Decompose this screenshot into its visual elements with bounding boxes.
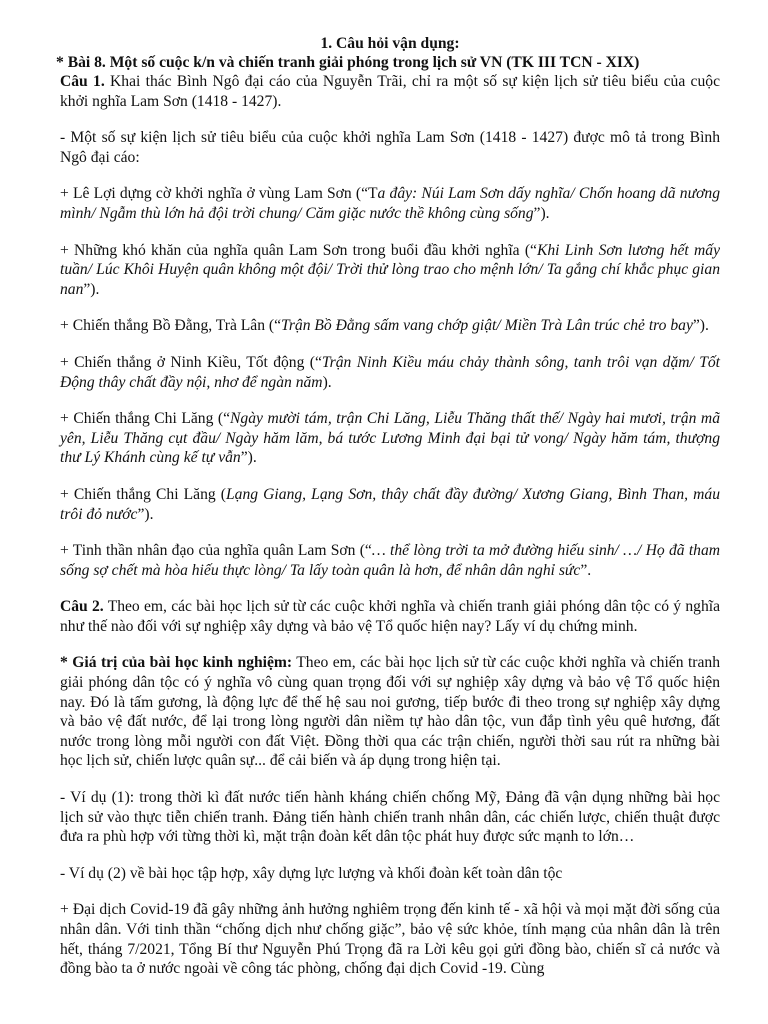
question-2-label: Câu 2. bbox=[60, 598, 104, 616]
example-1: - Ví dụ (1): trong thời kì đất nước tiến hành kháng chiến chống Mỹ, Đảng đã vận dụng những bài học lịch sử vào thực tiễn chiến tranh. Đảng tiến hành chiến tranh nhân dân, các chiến lược, chiến thuật được đưa ra phù hợp với từng thời kì, mặt trận đoàn kết dân tộc phát huy được sức mạnh to lớn… bbox=[60, 789, 720, 846]
event-item: + Chiến thắng Chi Lăng (“Ngày mười tám, trận Chi Lăng, Liễu Thăng thất thế/ Ngày hai mươi, trận mã yên, Liễu Thăng cụt đầu/ Ngày hăm lăm, bá tước Lương Minh đại bại tử vong/ Ngày hăm tám, thượng thư Lý Khánh cùng kế tự vẫn”). bbox=[60, 410, 720, 467]
event-item: + Tinh thần nhân đạo của nghĩa quân Lam Sơn (“… thể lòng trời ta mở đường hiếu sinh/ …/ Họ đã tham sống sợ chết mà hòa hiếu thực lòng/ Ta lấy toàn quân là hơn, để nhân dân nghỉ sức”. bbox=[60, 542, 721, 579]
value-text: Theo em, các bài học lịch sử từ các cuộc khởi nghĩa và chiến tranh giải phóng dân tộc có ý nghĩa vô cùng quan trọng đối với sự nghiệp xây dựng và bảo vệ Tổ quốc hiện nay. Đó là tấm gương, là động lực để thế hệ sau noi gương, tiếp bước đi theo trong sự nghiệp xây dựng và bảo vệ đất nước, để lại trong lòng người dân niềm tự hào dân tộc, vun đắp tình yêu quê hương, đất nước trong lòng mỗi người con đất Việt. Đồng thời qua các trận chiến, người thời sau rút ra những bài học lịch sử, chiến lược quân sự... để cải biến và áp dụng trong hiện tại. bbox=[60, 654, 720, 770]
question-1-label: Câu 1. bbox=[60, 73, 105, 90]
question-1 bbox=[60, 72, 720, 111]
event-item: + Những khó khăn của nghĩa quân Lam Sơn trong buổi đầu khởi nghĩa (“Khi Linh Sơn lương hết mấy tuần/ Lúc Khôi Huyện quân không một đội/ Trời thử lòng trao cho mệnh lớn/ Ta gắng chí khắc phục gian nan”). bbox=[60, 241, 720, 298]
section-heading: 1. Câu hỏi vận dụng: bbox=[320, 35, 460, 52]
event-item: + Chiến thắng ở Ninh Kiều, Tốt động (“Trận Ninh Kiều máu chảy thành sông, tanh trôi vạn dặm/ Tốt Động thây chất đầy nội, nhơ để ngàn năm). bbox=[60, 353, 720, 391]
event-item: + Chiến thắng Bồ Đằng, Trà Lân (“Trận Bồ Đằng sấm vang chớp giật/ Miền Trà Lân trúc chẻ tro bay”). bbox=[60, 317, 709, 335]
covid-paragraph: + Đại dịch Covid-19 đã gây những ảnh hưởng nghiêm trọng đến kinh tế - xã hội và mọi mặt đời sống của nhân dân. Với tinh thần “chống dịch như chống giặc”, bảo vệ sức khỏe, tính mạng của nhân dân là trên hết, tháng 7/2021, Tổng Bí thư Nguyễn Phú Trọng đã ra Lời kêu gọi gửi đồng bào, chiến sĩ cả nước và đồng bào ta ở nước ngoài về công tác phòng, chống đại dịch Covid -19. Cùng bbox=[60, 901, 720, 978]
lesson-heading: * Bài 8. Một số cuộc k/n và chiến tranh giải phóng trong lịch sử VN (TK III TCN - XIX) bbox=[56, 54, 640, 71]
value-label: * Giá trị của bài học kinh nghiệm: bbox=[60, 654, 293, 672]
event-item: + Chiến thắng Chi Lăng (Lạng Giang, Lạng Sơn, thây chất đầy đường/ Xương Giang, Bình Than, máu trôi đỏ nước”). bbox=[60, 485, 720, 523]
event-item: + Lê Lợi dựng cờ khởi nghĩa ở vùng Lam Sơn (“Ta đây: Núi Lam Sơn dấy nghĩa/ Chốn hoang dã nương mình/ Ngẫm thù lớn hả đội trời chung/ Căm giặc nước thề không cùng sống”). bbox=[60, 185, 721, 222]
question-1-text: Khai thác Bình Ngô đại cáo của Nguyễn Trãi, chỉ ra một số sự kiện lịch sử tiêu biểu của cuộc khởi nghĩa Lam Sơn (1418 - 1427). bbox=[60, 73, 720, 110]
example-2: - Ví dụ (2) về bài học tập hợp, xây dựng lực lượng và khối đoàn kết toàn dân tộc bbox=[60, 864, 563, 882]
question-2-text: Theo em, các bài học lịch sử từ các cuộc khởi nghĩa và chiến tranh giải phóng dân tộc có ý nghĩa như thế nào đối với sự nghiệp xây dựng và bảo vệ Tổ quốc hiện nay? Lấy ví dụ chứng minh. bbox=[60, 598, 720, 635]
events-intro: - Một số sự kiện lịch sử tiêu biểu của cuộc khởi nghĩa Lam Sơn (1418 - 1427) được mô tả trong Bình Ngô đại cáo: bbox=[60, 129, 720, 166]
value-paragraph bbox=[60, 653, 720, 771]
question-2 bbox=[60, 597, 720, 636]
